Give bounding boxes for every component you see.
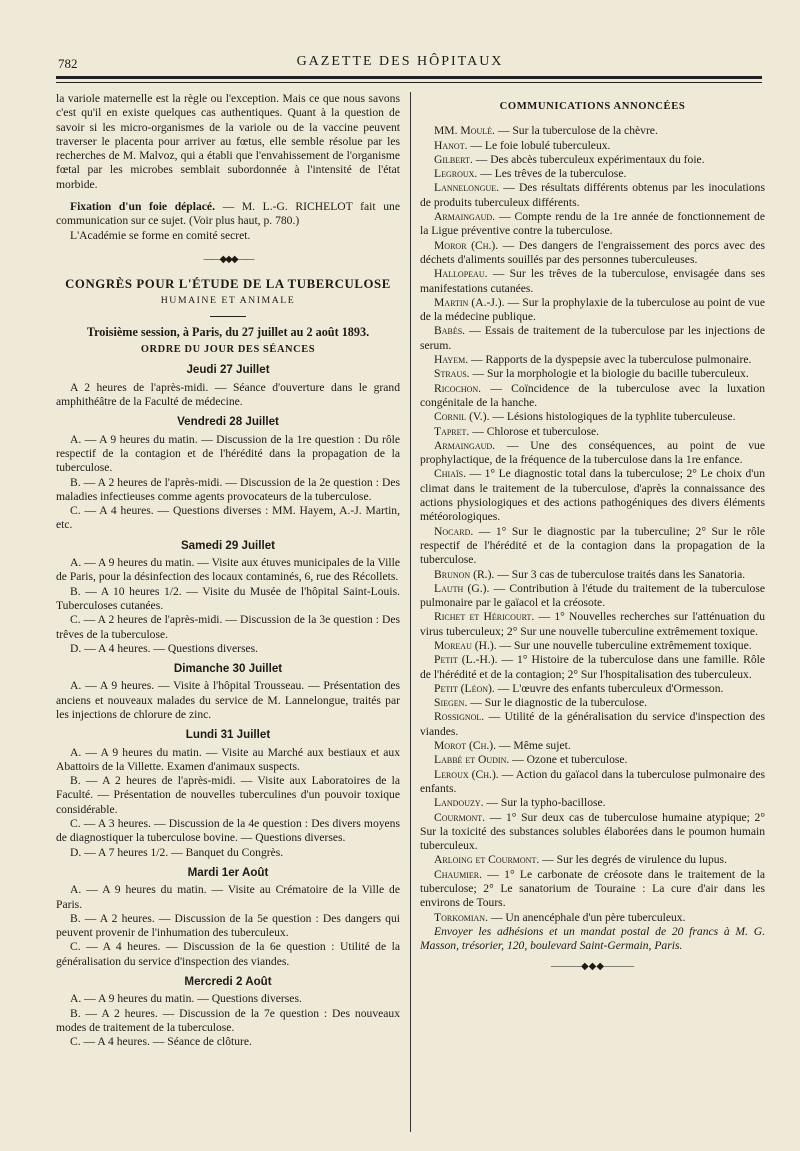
communication-authors: Moror (Ch.). <box>434 238 499 252</box>
communication-item <box>420 439 765 468</box>
communication-item <box>420 239 765 268</box>
communication-title: — Même sujet. <box>496 739 571 753</box>
footer-note <box>420 925 765 954</box>
day-heading: Lundi 31 Juillet <box>185 728 271 742</box>
communication-authors: Petit (L.-H.). <box>434 653 498 667</box>
communication-title: — Lésions histologiques de la typhlite tuberculeuse. <box>489 410 736 424</box>
communication-title: — Sur la typho-bacillose. <box>483 796 606 810</box>
day-heading: Jeudi 27 Juillet <box>186 363 270 377</box>
day-heading: Mardi 1er Août <box>187 865 269 879</box>
communication-title: — 1° Le carbonate de créosote dans le traitement de la tuberculose; 2° Le sanatorium de Touraine : La cure d'air dans les environs de Tours. <box>420 867 765 910</box>
communication-title: — Sur la tuberculose de la chèvre. <box>494 124 658 138</box>
communication-authors: Nocard. <box>434 524 474 538</box>
schedule-item: B. — A 2 heures de l'après-midi. — Visite aux Laboratoires de la Faculté. — Présentation de nouvelles tuberculines d'un pouvoir toxique considérable. <box>56 774 400 816</box>
communication-title: — Des abcès tuberculeux expérimentaux du foie. <box>472 152 705 166</box>
end-ornament: ———◆◆◆——— <box>550 960 635 972</box>
congres-subtitle: HUMAINE ET ANIMALE <box>160 294 296 306</box>
communication-authors: Lannelongue. <box>434 181 500 195</box>
column-divider <box>410 92 411 1132</box>
intro-paragraph: la variole maternelle est la règle ou l'exception. Mais ce que nous savons c'est qu'il en existe quelques cas authentiques. Quant à la question de savoir si les micro-organismes de la variole ou de la vaccine peuvent traverser le placenta pour arriver au fœtus, elle semble résolue par les recherches de M. Malvoz, qui a établi que l'envahissement de l'organisme fœtal par les microbes semblait subordonnée à l'intensité de l'état morbide. <box>56 92 400 191</box>
communication-item <box>420 267 765 296</box>
communication-title: — Sur les degrés de virulence du lupus. <box>539 853 727 867</box>
schedule-item: C. — A 4 heures. — Discussion de la 6e question : Utilité de la généralisation du service d'inspection des viandes. <box>56 940 400 968</box>
communication-authors: Hayem. <box>434 353 469 367</box>
communication-title: — Action du gaïacol dans la tuberculose pulmonaire des enfants. <box>420 767 765 795</box>
communication-authors: Landouzy. <box>434 796 484 810</box>
communication-authors: Hanot. <box>434 138 468 152</box>
day-heading: Mercredi 2 Août <box>184 975 272 989</box>
communication-authors: Labbé et Oudin. <box>434 753 510 767</box>
communication-title: — Ozone et tuberculose. <box>509 753 628 767</box>
schedule-item: A. — A 9 heures. — Visite à l'hôpital Trousseau. — Présentation des anciens et nouveaux malades du service de M. Lannelongue, traités par les injections de chlorure de zinc. <box>56 679 400 721</box>
communication-authors: Petit (Léon). <box>434 681 495 695</box>
communication-item <box>420 324 765 353</box>
communication-item <box>420 382 765 411</box>
schedule-item: C. — A 4 heures. — Séance de clôture. <box>70 1035 252 1049</box>
communication-authors: Cornil (V.). <box>434 410 490 424</box>
communication-title: — 1° Histoire de la tuberculose dans une famille. Rôle de l'hérédité et de la contagion; 2° Sur l'hospitalisation des tuberculeux. <box>420 653 765 681</box>
communication-title: — Sur la prophylaxie de la tuberculose au point de vue de la médecine publique. <box>420 295 765 324</box>
communication-authors: Torkomian. <box>434 910 488 924</box>
communication-title: — Les trêves de la tuberculose. <box>477 167 627 181</box>
communication-authors: Lauth (G.). <box>434 581 490 595</box>
communication-item <box>420 911 765 925</box>
communication-item <box>420 682 765 696</box>
communication-title: — Contribution à l'étude du traitement de la tuberculose pulmonaire par le gaïacol et la créosote. <box>420 581 766 610</box>
communication-title: — Compte rendu de la 1re année de fonctionnement de la Ligue préventive contre la tuberculose. <box>420 210 765 238</box>
communication-title: — Sur une nouvelle tuberculine extrêmement toxique. <box>496 638 752 652</box>
schedule-item: A. — A 9 heures du matin. — Visite au Marché aux bestiaux et aux Abattoirs de la Villette. Examen d'animaux suspects. <box>56 745 400 773</box>
short-divider <box>210 316 246 317</box>
footer-note-text: Envoyer les adhésions et un mandat postal de 20 francs à M. G. Masson, trésorier, 120, boulevard Saint-Germain, Paris. <box>420 924 765 953</box>
communication-title: — Rapports de la dyspepsie avec la tuberculose pulmonaire. <box>468 353 752 367</box>
schedule-item: C. — A 4 heures. — Questions diverses : MM. Hayem, A.-J. Martin, etc. <box>56 504 400 532</box>
communication-item <box>420 696 765 710</box>
communication-title: — Des résultats différents obtenus par les inoculations de produits tuberculeux différents. <box>420 181 765 209</box>
congres-title: CONGRÈS POUR L'ÉTUDE DE LA TUBERCULOSE <box>65 277 391 292</box>
communication-authors: Hallopeau. <box>434 267 488 281</box>
communication-authors: Siegen. <box>434 696 468 710</box>
schedule-item: A. — A 9 heures du matin. — Visite aux étuves municipales de la Ville de Paris, pour la désinfection des locaux contaminés, 6, rue des Récollets. <box>56 556 400 584</box>
schedule-item: D. — A 4 heures. — Questions diverses. <box>70 641 259 655</box>
communication-title: — Une des conséquences, au point de vue prophylactique, de la fréquence de la tuberculose dans la 1re enfance. <box>420 438 765 467</box>
communication-authors: Morot (Ch.). <box>434 739 497 753</box>
communication-item <box>420 582 765 611</box>
page-number: 782 <box>58 56 78 71</box>
communication-title: — Sur le diagnostic de la tuberculose. <box>467 696 648 710</box>
communication-item <box>420 353 765 367</box>
communication-authors: Legroux. <box>434 167 478 181</box>
header-rule <box>56 76 762 79</box>
communications-list <box>420 124 765 925</box>
communication-authors: Tapret. <box>434 424 470 438</box>
communication-item <box>420 639 765 653</box>
day-heading: Vendredi 28 Juillet <box>177 415 279 429</box>
fixation-title: Fixation d'un foie déplacé. <box>70 200 215 214</box>
communication-authors: Chiaïs. <box>434 467 466 481</box>
communication-authors: Rossignol. <box>434 710 485 724</box>
schedule-item: B. — A 2 heures. — Discussion de la 5e question : Des dangers qui peuvent provenir de l'inhumation des tuberculeux. <box>56 911 400 940</box>
communication-item <box>420 181 765 210</box>
communication-item <box>420 525 765 568</box>
communication-authors: Armaingaud. <box>434 210 496 224</box>
communication-authors: MM. Moulé. <box>434 124 495 138</box>
communication-title: — Sur 3 cas de tuberculose traités dans les Sanatoria. <box>494 567 746 581</box>
fixation-text: fait une communication sur ce sujet. (Voir plus haut, p. 780.) <box>56 200 400 228</box>
communications-title: COMMUNICATIONS ANNONCÉES <box>499 101 686 112</box>
communication-authors: Chaumier. <box>434 867 482 881</box>
communication-item <box>420 768 765 797</box>
communication-authors: Ricochon. <box>434 381 482 395</box>
communication-item <box>420 811 765 854</box>
schedule-item: C. — A 3 heures. — Discussion de la 4e question : Des divers moyens de diagnostiquer la tuberculose bovine. — Questions diverses. <box>56 817 400 845</box>
communication-item <box>420 425 765 439</box>
communication-authors: Babès. <box>434 324 466 338</box>
communication-item <box>420 296 765 325</box>
communication-title: — Chlorose et tuberculose. <box>469 424 600 438</box>
communication-item <box>420 653 765 682</box>
schedule-item: A 2 heures de l'après-midi. — Séance d'ouverture dans le grand amphithéâtre de la Faculté de médecine. <box>56 380 400 409</box>
communication-title: — Des dangers de l'engraissement des porcs avec des déchets d'aliments souillés par des personnes tuberculeuses. <box>420 238 765 266</box>
communication-title: — Un anencéphale d'un père tuberculeux. <box>487 910 686 924</box>
schedule-days <box>56 363 400 1049</box>
schedule-item: A. — A 9 heures du matin. — Questions diverses. <box>70 992 302 1006</box>
left-column <box>56 92 400 1050</box>
communication-title: — 1° Le diagnostic total dans la tuberculose; 2° Le choix d'un climat dans le traitement de la tuberculose, d'après la connaissance des actions physiologiques et des actions pathogéniques des divers éléments météorologiques. <box>420 467 765 524</box>
schedule-item: B. — A 10 heures 1/2. — Visite du Musée de l'hôpital Saint-Louis. Tuberculoses cutanées. <box>56 584 400 612</box>
communication-title: — Sur la morphologie et la biologie du bacille tuberculeux. <box>469 367 749 381</box>
communication-item <box>420 853 765 867</box>
schedule-item: C. — A 2 heures de l'après-midi. — Discussion de la 3e question : Des trêves de la tuberculose. <box>56 613 400 641</box>
communication-authors: Leroux (Ch.). <box>434 767 499 781</box>
communication-title: — 1° Sur deux cas de tuberculose humaine atypique; 2° Sur la toxicité des substances solubles élaborées dans le poumon humain tuberculeux. <box>420 810 765 853</box>
section-ornament: ——◆◆◆—— <box>203 253 253 265</box>
schedule-item: B. — A 2 heures de l'après-midi. — Discussion de la 2e question : Des maladies infectieuses comme agents provocateurs de la tuberculose. <box>56 475 400 503</box>
communication-title: — 1° Sur le diagnostic par la tuberculine; 2° Sur le rôle respectif de l'hérédité et de la contagion dans la propagation de la tuberculose. <box>420 524 765 567</box>
communication-title: — Utilité de la généralisation du service d'inspection des viandes. <box>420 710 765 738</box>
communication-item <box>420 367 765 381</box>
schedule-item: D. — A 7 heures 1/2. — Banquet du Congrès. <box>70 845 284 859</box>
communication-authors: Martin (A.-J.). <box>434 295 505 309</box>
session-heading: Troisième session, à Paris, du 27 juillet au 2 août 1893. <box>86 324 370 339</box>
fixation-author: — M. L.-G. RICHELOT <box>222 200 353 214</box>
communication-authors: Armaingaud. <box>434 438 496 452</box>
communication-authors: Straus. <box>434 367 470 381</box>
communication-item <box>420 210 765 239</box>
communication-title: — L'œuvre des enfants tuberculeux d'Ormesson. <box>494 681 724 695</box>
communication-item <box>420 739 765 753</box>
ordre-heading: ORDRE DU JOUR DES SÉANCES <box>140 344 316 356</box>
day-heading: Dimanche 30 Juillet <box>173 662 283 676</box>
communication-authors: Moreau (H.). <box>434 638 497 652</box>
communication-item <box>420 410 765 424</box>
communication-item <box>420 153 765 167</box>
communication-authors: Arloing et Courmont. <box>434 853 540 867</box>
day-heading: Samedi 29 Juillet <box>180 538 276 552</box>
communication-authors: Brunon (R.). <box>434 567 495 581</box>
communication-item <box>420 610 765 639</box>
running-title: GAZETTE DES HÔPITAUX <box>296 54 504 69</box>
schedule-item: B. — A 2 heures. — Discussion de la 7e question : Des nouveaux modes de traitement de la tuberculose. <box>56 1006 400 1034</box>
communication-authors: Courmont. <box>434 810 486 824</box>
communication-item <box>420 868 765 911</box>
right-column <box>420 92 765 974</box>
communication-title: — 1° Nouvelles recherches sur l'atténuation du virus tuberculeux; 2° Sur une nouvelle tuberculine extrêmement toxique. <box>420 610 765 638</box>
communication-item <box>420 796 765 810</box>
fixation-paragraph <box>56 200 400 229</box>
communication-title: — Sur les trêves de la tuberculose, envisagée dans ses manifestations cutanées. <box>420 267 765 295</box>
communication-item <box>420 568 765 582</box>
communication-item <box>420 124 765 138</box>
schedule-item: A. — A 9 heures du matin. — Visite au Crématoire de la Ville de Paris. <box>56 883 400 911</box>
communication-title: — Le foie lobulé tuberculeux. <box>467 138 611 152</box>
communication-item <box>420 710 765 739</box>
communication-item <box>420 753 765 767</box>
communication-item <box>420 139 765 153</box>
header-rule-thin <box>56 82 762 83</box>
communication-title: — Essais de traitement de la tuberculose par les injections de serum. <box>420 324 765 352</box>
communication-authors: Gilbert. <box>434 152 473 166</box>
academie-line: L'Académie se forme en comité secret. <box>70 228 251 242</box>
communication-item <box>420 167 765 181</box>
schedule-item: A. — A 9 heures du matin. — Discussion de la 1re question : Du rôle respectif de la contagion et de l'hérédité dans la propagation de la tuberculose. <box>56 432 400 475</box>
communication-authors: Richet et Héricourt. <box>434 610 535 624</box>
communication-item <box>420 467 765 524</box>
communication-title: — Coïncidence de la tuberculose avec la luxation congénitale de la hanche. <box>420 381 765 409</box>
